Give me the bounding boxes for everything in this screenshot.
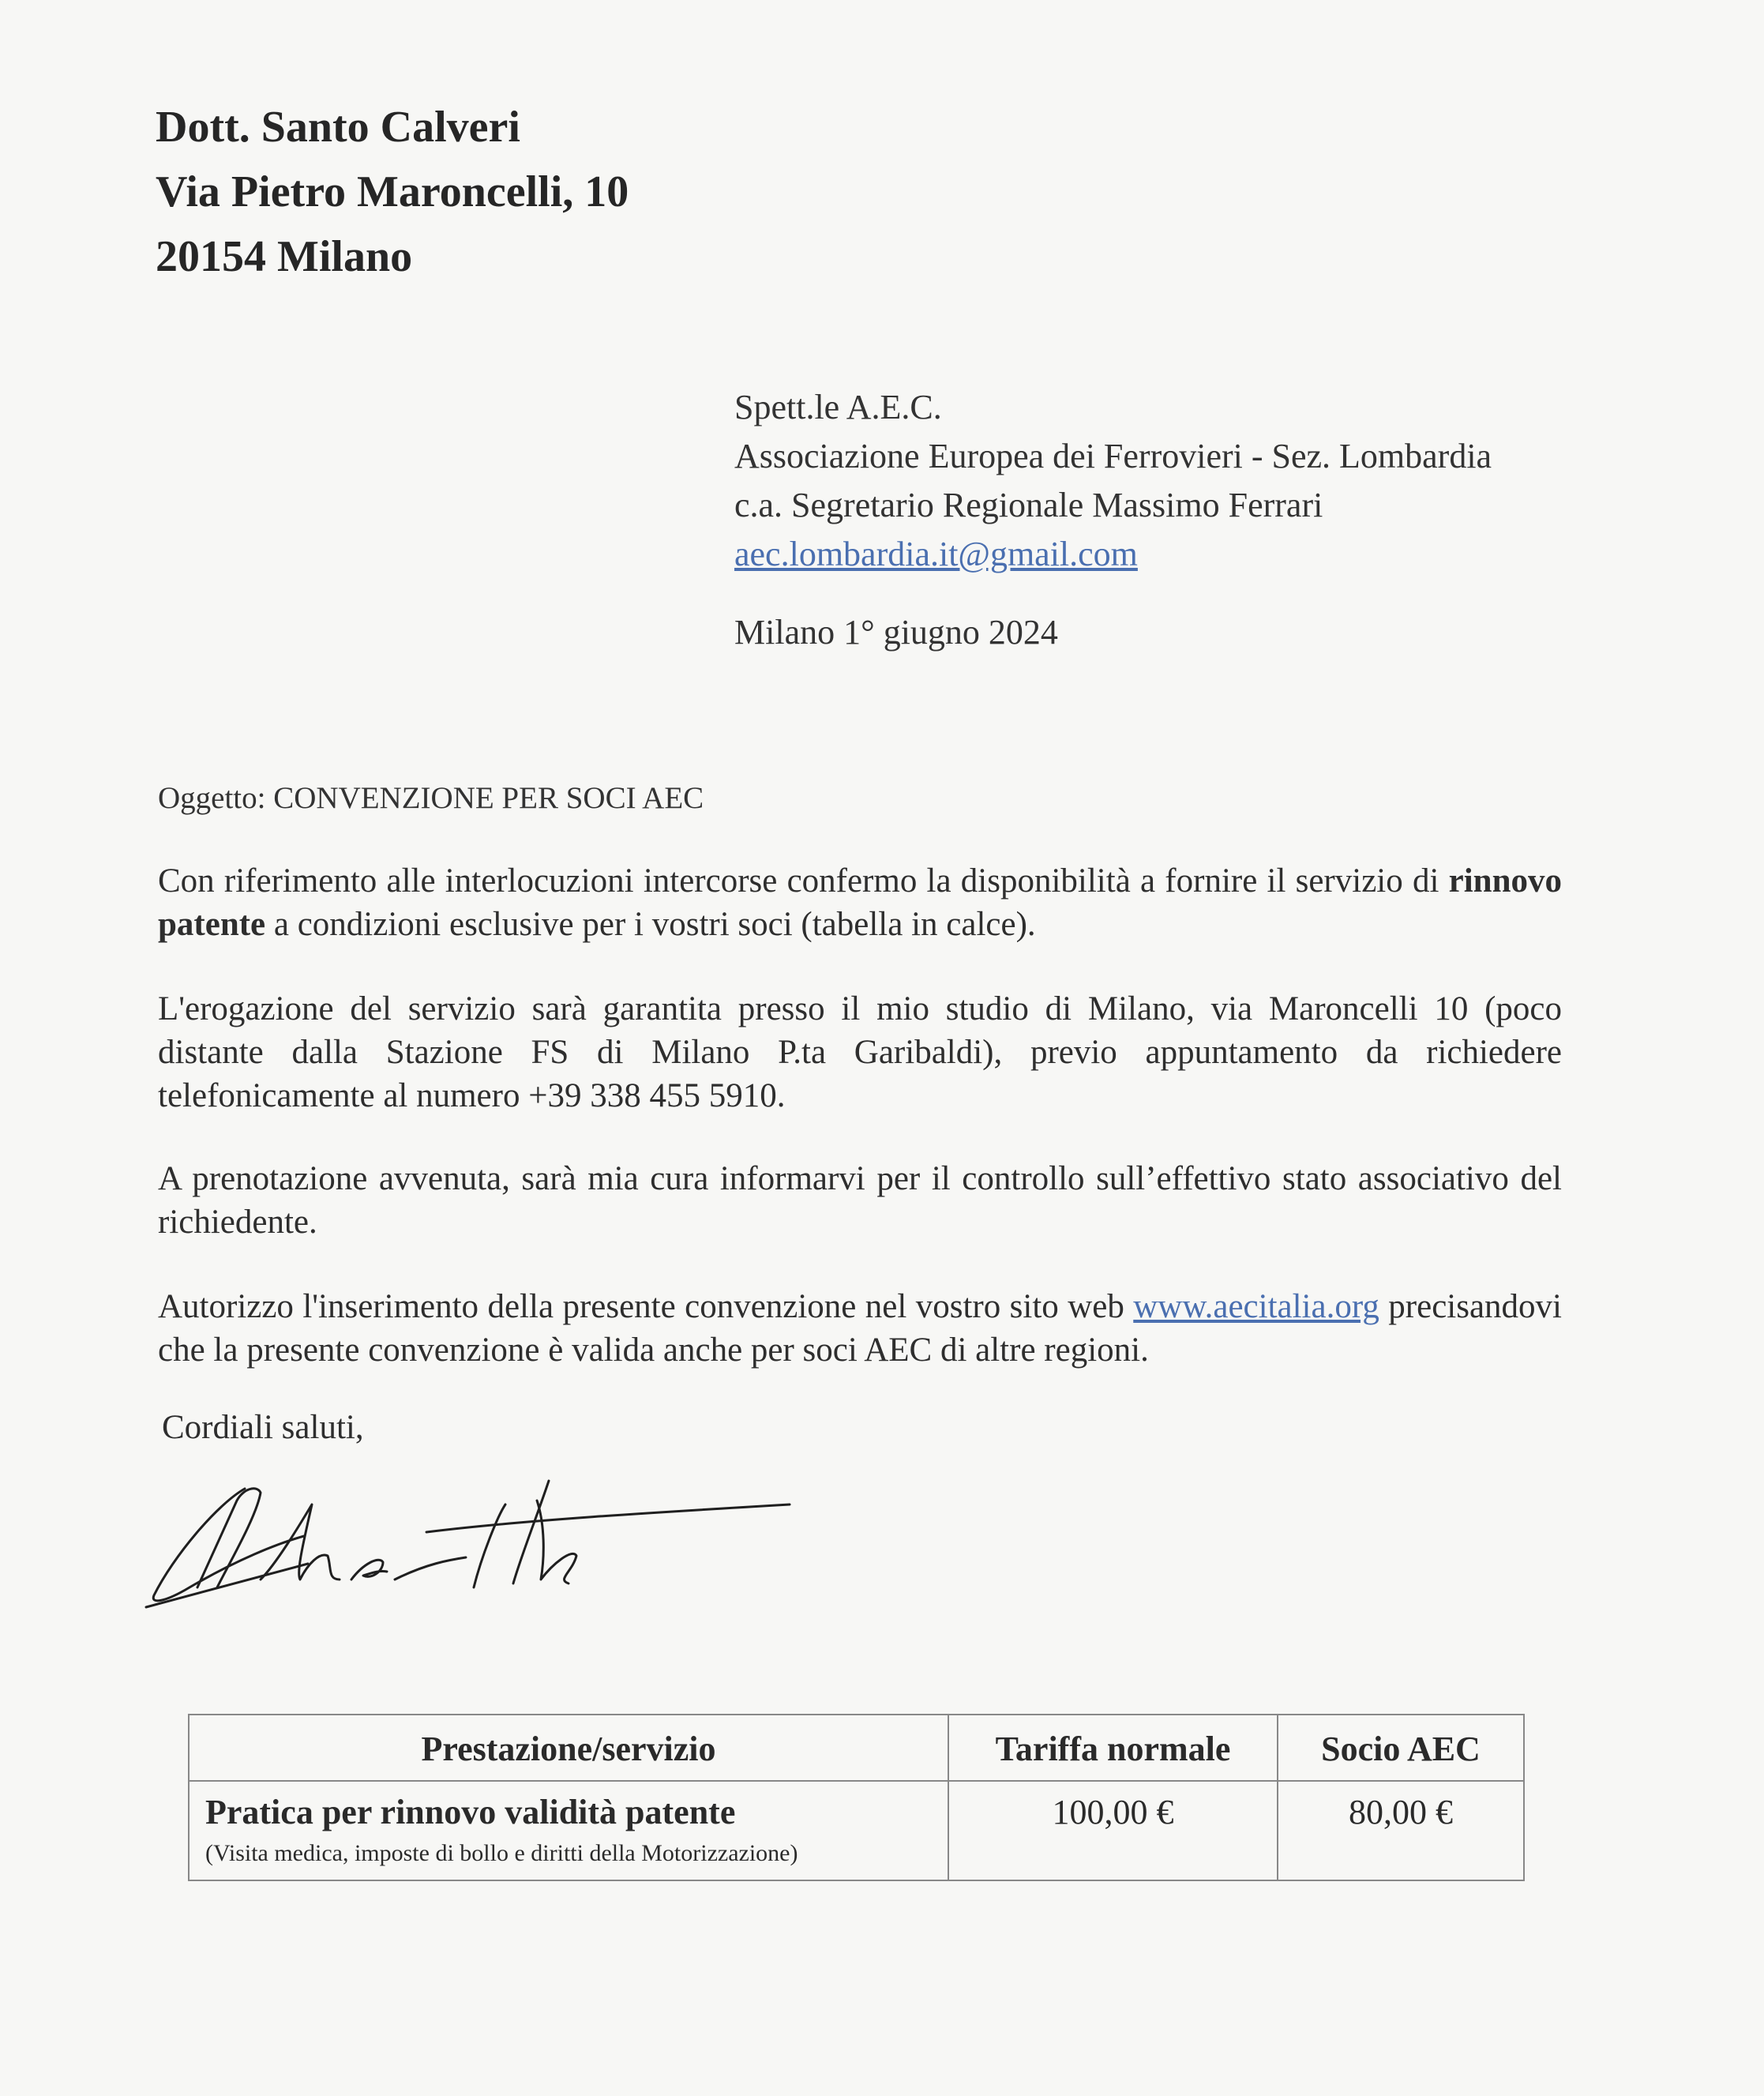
recipient-line-1: Spett.le A.E.C. <box>734 388 942 426</box>
paragraph-1-bold: rinnovo patente <box>158 862 1562 943</box>
header-member-price: Socio AEC <box>1278 1715 1524 1781</box>
website-link[interactable]: www.aecitalia.org <box>1133 1288 1379 1325</box>
sender-city: 20154 Milano <box>156 232 413 281</box>
paragraph-4-text-a: Autorizzo l'inserimento della presente convenzione nel vostro sito web <box>158 1288 1134 1325</box>
recipient-email-link[interactable]: aec.lombardia.it@gmail.com <box>734 535 1138 573</box>
service-cell <box>189 1781 948 1880</box>
tariff-table <box>188 1714 1525 1881</box>
table-header-row <box>189 1715 1524 1781</box>
paragraph-3: A prenotazione avvenuta, sarà mia cura informarvi per il controllo sull’effettivo stato associativo del richiedente. <box>158 1160 1562 1241</box>
sender-name: Dott. Santo Calveri <box>156 103 520 152</box>
table-row <box>189 1781 1524 1880</box>
paragraph-4 <box>158 1285 1562 1372</box>
member-price: 80,00 € <box>1278 1781 1524 1880</box>
header-normal-price: Tariffa normale <box>948 1715 1278 1781</box>
recipient-block <box>734 383 1492 579</box>
handwritten-signature <box>142 1469 813 1619</box>
letter-date: Milano 1° giugno 2024 <box>734 613 1058 652</box>
paragraph-1-text-b: a condizioni esclusive per i vostri soci (tabella in calce). <box>265 906 1036 943</box>
paragraph-1-text-a: Con riferimento alle interlocuzioni intercorse confermo la disponibilità a fornire il servizio di <box>158 862 1449 900</box>
header-service: Prestazione/servizio <box>189 1715 948 1781</box>
recipient-line-3: c.a. Segretario Regionale Massimo Ferrari <box>734 486 1323 524</box>
sender-address: Via Pietro Maroncelli, 10 <box>156 167 629 216</box>
letter-subject: Oggetto: CONVENZIONE PER SOCI AEC <box>158 781 704 815</box>
service-name: Pratica per rinnovo validità patente <box>205 1793 736 1831</box>
paragraph-1 <box>158 859 1562 946</box>
closing: Cordiali saluti, <box>162 1409 364 1446</box>
paragraph-2: L'erogazione del servizio sarà garantita presso il mio studio di Milano, via Maroncelli 10 (poco distante dalla Stazione FS di Milano P.ta Garibaldi), previo appuntamento da richiedere telefonicamente al numero +39 338 455 5910. <box>158 990 1562 1114</box>
paragraph-4-text-b: precisandovi che la presente convenzione è valida anche per soci AEC di altre regioni. <box>158 1288 1562 1369</box>
service-note: (Visita medica, imposte di bollo e diritti della Motorizzazione) <box>205 1840 798 1866</box>
sender-block <box>156 95 629 289</box>
normal-price: 100,00 € <box>948 1781 1278 1880</box>
recipient-line-2: Associazione Europea dei Ferrovieri - Sez. Lombardia <box>734 437 1492 475</box>
